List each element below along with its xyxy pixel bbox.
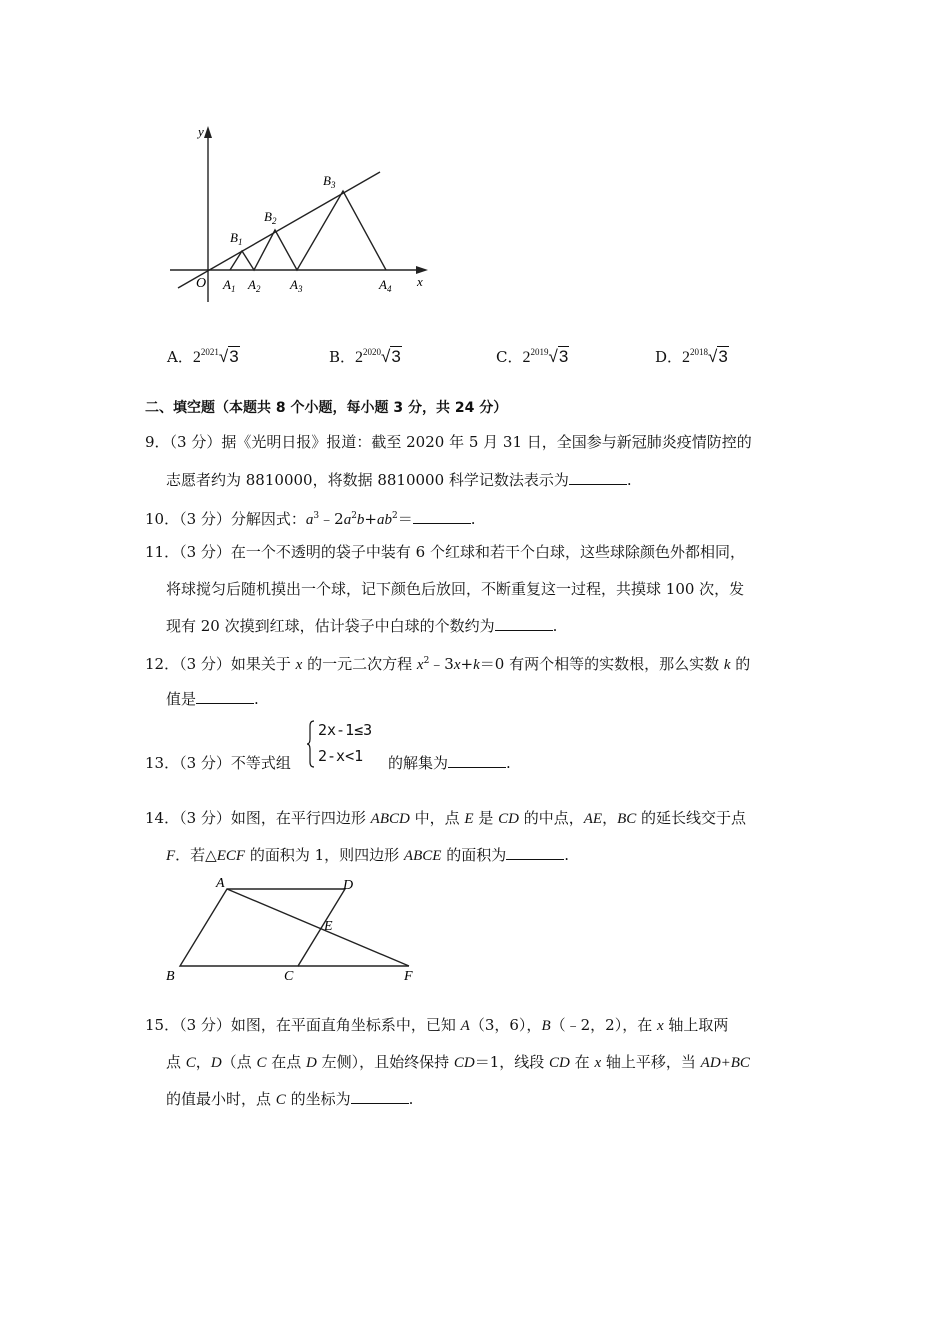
label-A4: $A_4$ <box>379 277 392 294</box>
label-y: y <box>198 124 204 139</box>
q11-line3: 现有 20 次摸到红球，估计袋子中白球的个数约为 . <box>166 617 558 635</box>
label-D: D <box>343 878 354 893</box>
brace-icon <box>307 720 315 768</box>
option-a[interactable]: A．$2^{2021}√3$ <box>167 347 239 366</box>
q14-line1: 14．（3 分）如图，在平行四边形 ABCD 中，点 E 是 CD 的中点，AE，BC 的延长线交于点 <box>145 809 747 827</box>
answer-blank[interactable] <box>569 470 627 485</box>
figure-triangles-on-axis <box>160 120 450 310</box>
q15-line1: 15．（3 分）如图，在平面直角坐标系中，已知 A（3，6），B（﹣2，2），在 x 轴上取两 <box>145 1016 729 1034</box>
option-c[interactable]: C．$2^{2019}√3$ <box>496 347 569 366</box>
q15-line3: 的值最小时，点 C 的坐标为 . <box>166 1090 414 1108</box>
label-A1: $A_1$ <box>223 277 236 294</box>
q15-line2: 点 C，D（点 C 在点 D 左侧），且始终保持 CD＝1，线段 CD 在 x 轴上平移，当 AD+BC <box>166 1053 750 1071</box>
label-A2: $A_2$ <box>248 277 261 294</box>
label-A3: $A_3$ <box>290 277 303 294</box>
q10-line: 10．（3 分）分解因式：$a^3﹣2a^2b+ab^2=$ . <box>145 510 476 528</box>
q11-line1: 11．（3 分）在一个不透明的袋子中装有 6 个红球和若干个白球，这些球除颜色外都相同， <box>145 543 745 561</box>
q12-line1: 12．（3 分）如果关于 x 的一元二次方程 $x^2﹣3x+k=0$ 有两个相等的实数根，那么实数 k 的 <box>145 655 751 673</box>
x-axis-arrow <box>416 266 428 274</box>
label-B: B <box>166 969 175 984</box>
q12-line2: 值是 . <box>166 690 259 708</box>
sqrt-symbol: √3 <box>218 347 239 366</box>
q9-line2: 志愿者约为 8810000，将数据 8810000 科学记数法表示为 . <box>166 471 632 489</box>
q13-inequality-2: 2-x<1 <box>318 747 364 765</box>
label-B3: $B_3$ <box>323 173 336 190</box>
answer-blank[interactable] <box>351 1089 409 1104</box>
label-F: F <box>404 969 413 984</box>
label-x: x <box>417 274 423 289</box>
answer-blank[interactable] <box>506 845 564 860</box>
label-B2: $B_2$ <box>264 209 277 226</box>
answer-blank[interactable] <box>413 509 471 524</box>
sqrt-symbol: √3 <box>708 347 728 366</box>
sqrt-symbol: √3 <box>548 347 569 366</box>
zigzag-triangles <box>230 191 386 270</box>
option-d[interactable]: D．$2^{2018}√3$ <box>655 347 728 366</box>
option-b[interactable]: B．$2^{2020}√3$ <box>329 347 401 366</box>
answer-blank[interactable] <box>196 689 254 704</box>
q11-line2: 将球搅匀后随机摸出一个球，记下颜色后放回，不断重复这一过程，共摸球 100 次，发 <box>166 580 745 598</box>
figure-parallelogram <box>160 872 430 987</box>
q14-line2: F．若△ECF 的面积为 1，则四边形 ABCE 的面积为 . <box>166 846 569 864</box>
parallelogram-ABCD <box>180 889 345 966</box>
label-E: E <box>324 919 333 934</box>
q13-prefix: 13．（3 分）不等式组 <box>145 754 291 772</box>
answer-blank[interactable] <box>495 616 553 631</box>
q9-line1: 9．（3 分）据《光明日报》报道：截至 2020 年 5 月 31 日，全国参与新冠肺炎疫情防控的 <box>145 433 752 451</box>
sqrt-symbol: √3 <box>381 347 401 366</box>
label-C: C <box>284 969 294 984</box>
line-AF <box>227 889 409 966</box>
y-axis-arrow <box>204 126 212 138</box>
q13-inequality-1: 2x-1≤3 <box>318 721 373 739</box>
answer-blank[interactable] <box>448 753 506 768</box>
label-A: A <box>216 876 225 891</box>
q13-suffix: 的解集为 . <box>388 754 511 772</box>
section-heading: 二、填空题（本题共 8 个小题，每小题 3 分，共 24 分） <box>145 400 508 416</box>
label-B1: $B_1$ <box>230 230 243 247</box>
label-O: O <box>196 276 207 291</box>
